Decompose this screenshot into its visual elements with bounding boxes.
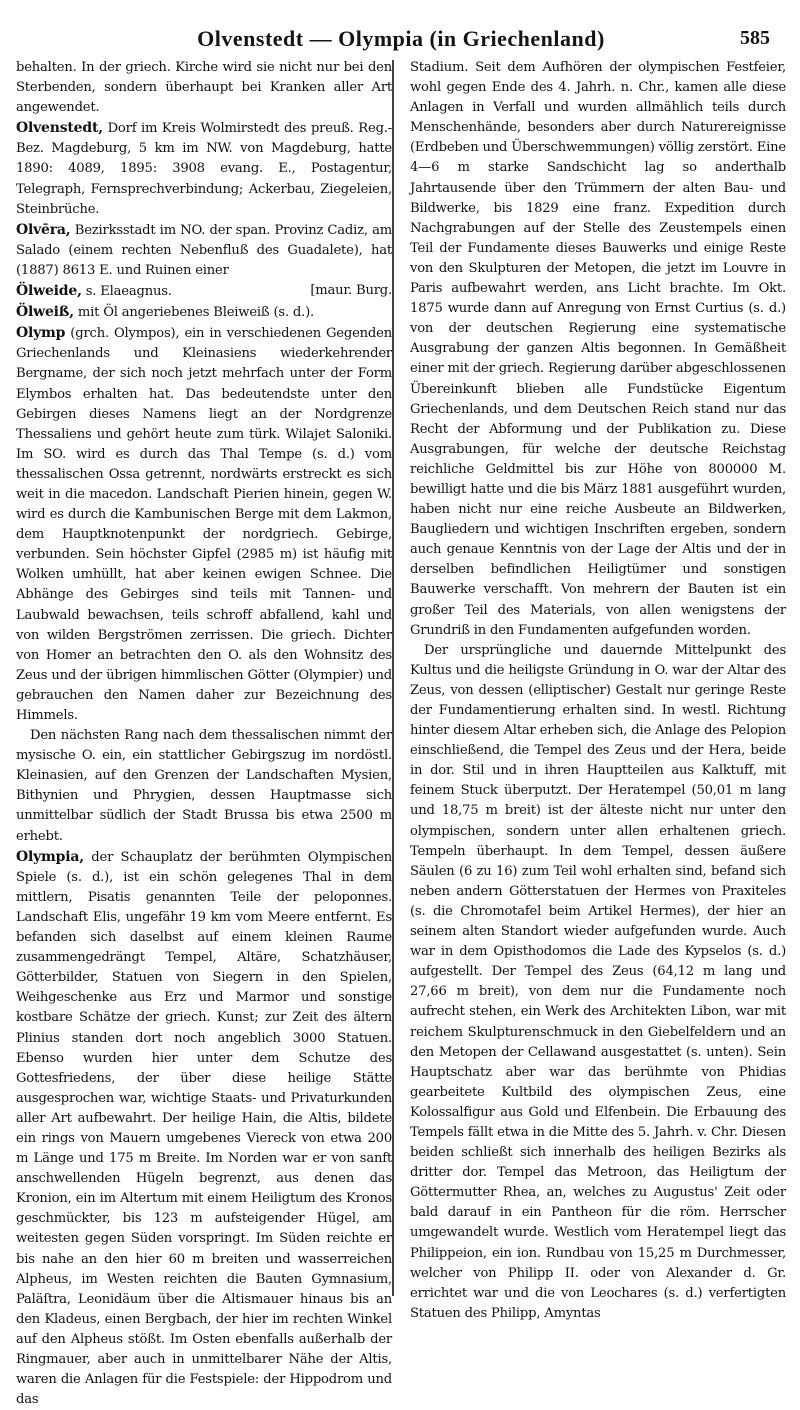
page-header [16,0,786,58]
entry-text: Bezirksstadt im NO. der span. Provinz Cadiz, am Salado (einem rechten Nebenfluß des Guadalete), hat (1887) 8613 E. und Ruinen einer [16,222,392,278]
paragraph-olympia-temples: Der ursprüngliche und dauernde Mittelpunkt des Kultus und die heiligste Gründung in O. war der Altar des Zeus, von dessen (elliptischer) Gestalt nur geringe Reste der Fundamentierung erhalten sind. In westl. Richtung hinter diesem Altar erheben sich, die Anlage des Pelopion einschließend, die Tempel des Zeus und der Hera, beide in dor. Stil und in ihren Hauptteilen aus Kalktuff, mit feinem Stuck überputzt. Der Heratempel (50,01 m lang und 18,75 m breit) ist der älteste nicht nur unter den olympischen, sondern unter allen erhaltenen griech. Tempeln überhaupt. In dem Tempel, dessen äußere Säulen (6 zu 16) zum Teil wohl erhalten sind, befand sich neben andern Götterstatuen der Hermes von Praxiteles (s. die Chromotafel beim Artikel Hermes), der hier an seinem alten Standort wieder aufgefunden wurde. Auch war in dem Opisthodomos die Lade des Kypselos (s. d.) aufgestellt. Der Tempel des Zeus (64,12 m lang und 27,66 m breit), von dem nur die Fundamente noch aufrecht stehen, ein Werk des Architekten Libon, war mit reichem Skulpturenschmuck in den Giebelfeldern und an den Metopen der Cellawand ausgestattet (s. unten). Sein Hauptschatz aber war das berühmte von Phidias gearbeitete Kultbild des olympischen Zeus, eine Kolossalfigur aus Gold und Elfenbein. Die Erbauung des Tempels fällt etwa in die Mitte des 5. Jahrh. v. Chr. Diesen beiden schließt sich innerhalb des heiligen Bezirks als dritter dor. Tempel das Metroon, das Heiligtum der Göttermutter Rhea, an, welches zu Augustus' Zeit oder bald darauf in ein Pantheon für die röm. Herrscher umgewandelt wurde. Westlich vom Heratempel liegt das Philippeion, ein ion. Rundbau von 15,25 m Durchmesser, welcher von Philipp II. oder von Alexander d. Gr. errichtet war und die von Leochares (s. d.) verfertigten Statuen des Philipp, Amyntas [410,642,786,1321]
entry-text: (grch. Olympos), ein in verschiedenen Gegenden Griechenlands und Kleinasiens wiederkehrender Bergname, der sich noch jetzt mehrfach unter der Form Elymbos erhalten hat. Das bedeutendste unter den Gebirgen dieses Namens liegt an der Nordgrenze Thessaliens und gehört heute zum türk. Wilajet Saloniki. Im SO. wird es durch das Thal Tempe (s. d.) vom thessalischen Ossa getrennt, nordwärts erstreckt es sich weit in die macedon. Landschaft Pierien hinein, gegen W. wird es durch die Kambunischen Berge mit dem Lakmon, dem Hauptknotenpunkt der nordgriech. Gebirge, verbunden. Sein höchster Gipfel (2985 m) ist häufig mit Wolken umhüllt, hat aber keinen ewigen Schnee. Die Abhänge des Gebirges sind teils mit Tannen- und Laubwald bewachsen, teils schroff abfallend, kahl und von wilden Bergströmen zerrissen. Die griech. Dichter von Homer an betrachten den O. als den Wohnsitz des Zeus und der übrigen himmlischen Götter (Olympier) und gebrauchen den Namen daher zur Bezeichnung des Himmels. [16,326,392,723]
headword: Olvēra, [16,221,71,238]
headword: Olymp [16,325,66,342]
entry-olymp [16,323,392,726]
paragraph-continuation: behalten. In der griech. Kirche wird sie nicht nur bei den Sterbenden, sondern überhaupt bei Kranken aller Art angewendet. [16,60,392,116]
paragraph-olympia-continued: Stadium. Seit dem Aufhören der olympischen Festfeier, wohl gegen Ende des 4. Jahrh. n. Chr., kamen alle diese Anlagen in Verfall und wurden allmählich teils durch Menschenhände, besonders aber durch Naturereignisse (Erdbeben und Überschwemmungen) völlig zerstört. Eine 4—6 m starke Sandschicht lag so anderthalb Jahrtausende über den Trümmern der alten Bau- und Bildwerke, bis 1829 eine franz. Expedition durch Nachgrabungen auf der Stelle des Zeustempels einen Teil der Fundamente dieses Bauwerks und einige Reste von den Skulpturen der Metopen, die jetzt im Louvre in Paris aufbewahrt werden, ans Licht brachte. Im Okt. 1875 wurde dann auf Anregung von Ernst Curtius (s. d.) von der deutschen Regierung eine systematische Ausgrabung der ganzen Altis begonnen. In Gemäßheit einer mit der griech. Regierung darüber abgeschlossenen Übereinkunft blieben alle Fundstücke Eigentum Griechenlands, und dem Deutschen Reich stand nur das Recht der Abformung und der Publikation zu. Diese Ausgrabungen, für welche der deutsche Reichstag reichliche Geldmittel bis zur Höhe von 800000 M. bewilligt hatte und die bis März 1881 ausgeführt wurden, haben nicht nur eine reiche Ausbeute an Bildwerken, Baugliedern und wichtigen Inschriften ergeben, sondern auch genaue Kenntnis von der Lage der Altis und der in derselben befindlichen Heiligtümer und sonstigen Bauwerke verschafft. Von mehrern der Bauten ist ein großer Teil des Materials, von allen wenigstens der Grundriß in den Fundamenten aufgefunden worden. [410,60,786,638]
entry-olweide [16,281,392,302]
entry-text: mit Öl angeriebenes Bleiweiß (s. d.). [73,305,314,321]
headword: Olympia, [16,848,84,865]
entry-text: der Schauplatz der berühmten Olympischen Spiele (s. d.), ist ein schön gelegenes Thal in dem mittlern, Pisatis genannten Teile der peloponnes. Landschaft Elis, ungefähr 19 km vom Meere entfernt. Es befanden sich daselbst auf einem kleinen Raume zusammengedrängt Tempel, Altäre, Schatzhäuser, Götterbilder, Statuen von Siegern in den Spielen, Weihgeschenke aus Erz und Marmor und sonstige kostbare Schätze der griech. Kunst; zur Zeit des ältern Plinius standen dort noch angeblich 3000 Statuen. Ebenso wurden hier unter dem Schutze des Gottesfriedens, der über diese heilige Stätte ausgesprochen war, wichtige Staats- und Privaturkunden aller Art aufbewahrt. Der heilige Hain, die Altis, bildete ein rings von Mauern umgebenes Viereck von etwa 200 m Länge und 175 m Breite. Im Norden war er von sanft anschwellenden Hügeln begrenzt, aus denen das Kronion, ein im Altertum mit einem Heiligtum des Kronos geschmückter, bis 123 m aufsteigender Hügel, am weitesten gegen Süden vorspringt. Im Süden reichte er bis nahe an den hier 60 m breiten und wasserreichen Alpheus, im Westen reichten die Bauten Gymnasium, Paläſtra, Leonidäum über die Altismauer hinaus bis an den Kladeus, einen Bergbach, der hier im rechten Winkel auf den Alpheus stößt. Im Osten ebenfalls außerhalb der Ringmauer, aber auch in unmittelbarer Nähe der Altis, waren die Anlagen für die Festspiele: der Hippodrom und das [16,849,392,1408]
page-number: 585 [740,27,770,49]
headword: Olvenstedt, [16,120,103,137]
entry-text: Dorf im Kreis Wolmirstedt des preuß. Reg.-Bez. Magdeburg, 5 km im NW. von Magdeburg, hatte 1890: 4089, 1895: 3908 evang. E., Postagentur, Telegraph, Fernsprechverbindung; Ackerbau, Ziegeleien, Steinbrüche. [16,121,392,217]
entry-text: s. Elaeagnus. [81,284,172,300]
text-columns [16,58,786,1410]
headword: Ölweiß, [16,304,74,321]
entry-olvenstedt [16,118,392,219]
runover-fragment: [maur. Burg. [310,283,392,299]
running-title: Olvenstedt — Olympia (in Griechenland) [197,26,605,51]
headword: Ölweide, [16,283,82,300]
entry-olweiss [16,302,392,323]
right-column [410,58,786,1410]
entry-olymp-paragraph: Den nächsten Rang nach dem thessalischen nimmt der mysische O. ein, ein stattlicher Gebirgszug im nordöstl. Kleinasien, auf den Grenzen der Landschaften Mysien, Bithynien und Phrygien, dessen Hauptmasse sich unmittelbar südlich der Stadt Brussa bis etwa 2500 m erhebt. [16,728,392,844]
entry-olvera [16,220,392,281]
entry-olympia [16,847,392,1410]
left-column [16,58,392,1410]
